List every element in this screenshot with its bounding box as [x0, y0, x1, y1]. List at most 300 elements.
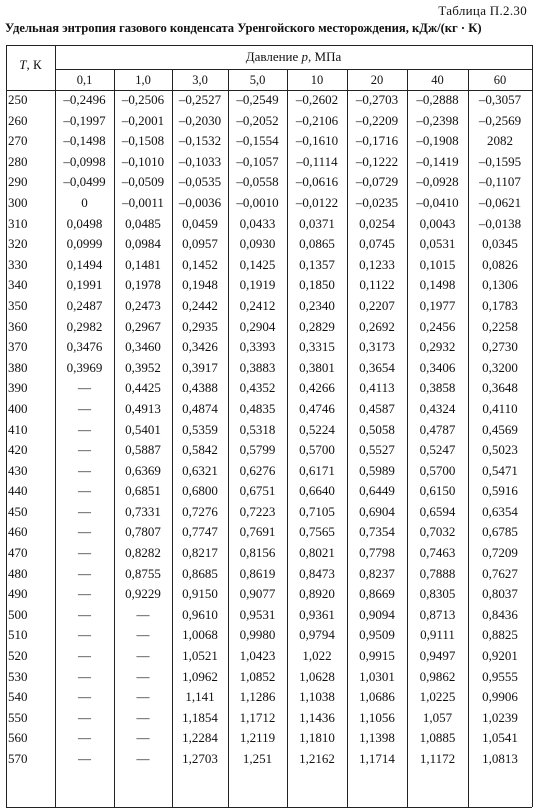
entropy-value-cell: 0,2730	[482, 339, 518, 355]
entropy-value-cell: 0,2904	[239, 318, 276, 334]
entropy-value-cell: –0,0998	[63, 153, 106, 169]
entropy-value-cell: 0,1357	[299, 256, 335, 272]
temperature-cell: 310	[8, 215, 28, 231]
entropy-value-cell: 0,0371	[299, 215, 335, 231]
pressure-column-header: 3,0	[192, 73, 208, 87]
entropy-value-cell: 0,1481	[125, 256, 161, 272]
entropy-value-cell: 0,8436	[482, 606, 518, 622]
entropy-value-cell: 1,0541	[482, 730, 518, 746]
entropy-value-cell: 0,3476	[66, 339, 103, 355]
entropy-value-cell: —	[78, 380, 91, 396]
entropy-value-cell: 0,9361	[299, 606, 335, 622]
entropy-value-cell: 0,2932	[419, 339, 456, 355]
entropy-value-cell: –0,0928	[416, 174, 459, 190]
entropy-value-cell: 0,9531	[239, 606, 276, 622]
entropy-value-cell: —	[136, 689, 150, 705]
entropy-value-cell: –0,0616	[295, 174, 339, 190]
entropy-value-cell: 0,8619	[239, 565, 276, 581]
entropy-value-cell: 0,5700	[299, 442, 335, 458]
entropy-value-cell: 0,6354	[482, 503, 518, 519]
table-row	[6, 173, 532, 194]
entropy-value-cell: 0,7331	[125, 503, 161, 519]
entropy-value-cell: 1,0885	[419, 730, 456, 746]
entropy-value-cell: 0,2982	[66, 318, 103, 334]
entropy-value-cell: 0,0745	[359, 236, 395, 252]
entropy-value-cell: –0,0535	[178, 174, 222, 190]
entropy-value-cell: 0,0999	[66, 236, 103, 252]
entropy-value-cell: 0,1015	[419, 256, 456, 272]
entropy-value-cell: 0,4388	[182, 380, 218, 396]
table-row	[6, 585, 532, 606]
entropy-value-cell: 0,7209	[482, 545, 518, 561]
entropy-value-cell: 0,7691	[239, 524, 276, 540]
entropy-value-cell: 0,6449	[359, 483, 395, 499]
entropy-value-cell: 1,1810	[299, 730, 335, 746]
entropy-value-cell: –0,2209	[355, 112, 399, 128]
temperature-cell: 550	[8, 709, 28, 725]
entropy-value-cell: —	[78, 586, 91, 602]
temperature-cell: 270	[8, 133, 28, 149]
entropy-value-cell: 0,4266	[299, 380, 335, 396]
entropy-value-cell: 0,4425	[125, 380, 161, 396]
temperature-cell: 490	[8, 586, 28, 602]
temperature-cell: 420	[8, 442, 28, 458]
temperature-cell: 570	[8, 751, 28, 766]
entropy-value-cell: —	[136, 751, 150, 766]
entropy-value-cell: 0,7463	[419, 545, 456, 561]
entropy-value-cell: –0,2001	[121, 112, 165, 128]
pressure-column-header: 5,0	[249, 73, 266, 87]
entropy-value-cell: 0,1233	[359, 256, 395, 272]
entropy-value-cell: 0,8473	[299, 565, 335, 581]
entropy-value-cell: 0,8282	[125, 545, 161, 561]
entropy-value-cell: –0,2602	[295, 92, 339, 107]
entropy-value-cell: 0,3173	[359, 339, 395, 355]
temperature-cell: 280	[8, 153, 28, 169]
entropy-value-cell: 0,4835	[239, 400, 276, 416]
entropy-value-cell: –0,1498	[63, 133, 106, 149]
entropy-value-cell: –0,2549	[236, 92, 279, 107]
entropy-value-cell: 1,0686	[359, 689, 395, 705]
temperature-cell: 330	[8, 256, 28, 272]
entropy-value-cell: 0,9794	[299, 627, 335, 643]
entropy-value-cell: 1,0068	[182, 627, 218, 643]
entropy-value-cell: –0,2030	[178, 112, 222, 128]
entropy-value-cell: 0,3406	[419, 359, 456, 375]
pressure-column-header: 40	[431, 73, 444, 87]
entropy-value-cell: —	[78, 503, 91, 519]
entropy-value-cell: 1,022	[302, 648, 332, 664]
temperature-cell: 460	[8, 524, 28, 540]
entropy-value-cell: —	[136, 668, 150, 684]
entropy-value-cell: 1,0962	[182, 668, 218, 684]
entropy-value-cell: 0,5887	[125, 442, 161, 458]
entropy-value-cell: 0,1122	[359, 277, 395, 293]
entropy-value-cell: 1,0225	[419, 689, 456, 705]
entropy-value-cell: 0,6751	[239, 483, 276, 499]
table-row	[6, 441, 532, 462]
entropy-value-cell: 0,5023	[482, 442, 518, 458]
entropy-value-cell: 0,8669	[359, 586, 395, 602]
top-rule	[6, 45, 532, 46]
temperature-cell: 500	[8, 606, 28, 622]
entropy-value-cell: 1,0852	[239, 668, 276, 684]
entropy-value-cell: —	[78, 545, 91, 561]
entropy-value-cell: 0,6904	[359, 503, 395, 519]
entropy-value-cell: 0,9229	[125, 586, 161, 602]
table-row	[6, 503, 532, 524]
entropy-value-cell: –0,0036	[178, 194, 222, 210]
pressure-column-header: 1,0	[135, 73, 151, 87]
entropy-value-cell: 0,5224	[299, 421, 335, 437]
pressure-column-header: 0,1	[76, 73, 93, 87]
table-row	[6, 91, 532, 112]
entropy-value-cell: 1,0239	[482, 709, 518, 725]
entropy-value-cell: –0,2506	[121, 92, 165, 107]
temperature-cell: 300	[8, 194, 28, 210]
entropy-value-cell: 0,3969	[66, 359, 103, 375]
entropy-value-cell: 0,7798	[359, 545, 395, 561]
table-row	[6, 462, 532, 483]
temperature-cell: 440	[8, 483, 28, 499]
entropy-value-cell: 0,9915	[359, 648, 395, 664]
entropy-value-cell: –0,1908	[416, 133, 459, 149]
entropy-value-cell: 1,2162	[299, 751, 335, 766]
temperature-cell: 480	[8, 565, 28, 581]
table-row	[6, 338, 532, 359]
entropy-value-cell: 1,2703	[182, 751, 218, 766]
table-row	[6, 626, 532, 647]
entropy-value-cell: 0,6640	[299, 483, 335, 499]
entropy-value-cell: 0,3393	[239, 339, 276, 355]
entropy-value-cell: 0,5471	[482, 462, 518, 478]
entropy-value-cell: –0,3057	[478, 92, 522, 107]
temperature-cell: 350	[8, 297, 28, 313]
entropy-value-cell: 0,0433	[239, 215, 276, 231]
entropy-value-cell: 0,6785	[482, 524, 518, 540]
entropy-value-cell: 0,9610	[182, 606, 218, 622]
entropy-value-cell: –0,2527	[178, 92, 222, 107]
entropy-value-cell: 0,9980	[239, 627, 276, 643]
entropy-value-cell: 0,0498	[66, 215, 103, 231]
entropy-value-cell: 0,2456	[419, 318, 456, 334]
entropy-value-cell: 0,6276	[239, 462, 276, 478]
entropy-value-cell: 0,5247	[419, 442, 456, 458]
temperature-cell: 450	[8, 503, 28, 519]
entropy-value-cell: 0,0957	[182, 236, 218, 252]
table-row	[6, 132, 532, 153]
entropy-value-cell: 1,1038	[299, 689, 335, 705]
entropy-value-cell: 1,1172	[419, 751, 456, 766]
temperature-cell: 560	[8, 730, 28, 746]
entropy-value-cell: —	[78, 689, 91, 705]
entropy-value-cell: 0,9077	[239, 586, 276, 602]
table-row	[6, 668, 532, 689]
entropy-value-cell: 0,4874	[182, 400, 218, 416]
entropy-value-cell: 0,0345	[482, 236, 518, 252]
entropy-value-cell: —	[136, 606, 150, 622]
pressure-column-header: 60	[493, 73, 507, 87]
entropy-value-cell: 0,8920	[299, 586, 335, 602]
entropy-value-cell: —	[78, 421, 91, 437]
entropy-value-cell: 0,2473	[125, 297, 161, 313]
pressure-column-header: 20	[370, 73, 384, 87]
entropy-value-cell: —	[78, 462, 91, 478]
entropy-value-cell: 0,9862	[419, 668, 456, 684]
entropy-value-cell: 1,2119	[239, 730, 276, 746]
entropy-value-cell: 0,9201	[482, 648, 518, 664]
entropy-value-cell: –0,1033	[178, 153, 222, 169]
pressure-symbol: p	[301, 49, 309, 64]
temperature-cell: 360	[8, 318, 28, 334]
entropy-value-cell: 0,9111	[420, 627, 455, 643]
entropy-value-cell: 0	[81, 194, 88, 210]
temperature-cell: 370	[8, 339, 28, 355]
entropy-value-cell: –0,2888	[416, 92, 459, 107]
entropy-value-cell: —	[78, 442, 91, 458]
entropy-value-cell: 0,0485	[125, 215, 161, 231]
entropy-value-cell: 0,0459	[182, 215, 218, 231]
entropy-value-cell: 0,3426	[182, 339, 218, 355]
entropy-value-cell: —	[78, 400, 91, 416]
entropy-value-cell: 0,3917	[182, 359, 218, 375]
entropy-value-cell: 0,1452	[182, 256, 218, 272]
temperature-cell: 290	[8, 174, 28, 190]
table-row	[6, 729, 532, 750]
entropy-value-cell: 1,1056	[359, 709, 395, 725]
entropy-value-cell: –0,0729	[355, 174, 399, 190]
entropy-value-cell: 0,9555	[482, 668, 518, 684]
entropy-value-cell: 0,7223	[239, 503, 276, 519]
entropy-value-cell: 0,9906	[482, 689, 518, 705]
table-row	[6, 647, 532, 668]
entropy-value-cell: 0,3654	[359, 359, 395, 375]
pressure-label: Давление	[245, 49, 302, 64]
temperature-cell: 390	[8, 380, 28, 396]
entropy-value-cell: 0,0865	[299, 236, 335, 252]
entropy-value-cell: 0,7105	[299, 503, 335, 519]
entropy-value-cell: –0,1716	[355, 133, 399, 149]
entropy-value-cell: 0,3952	[125, 359, 161, 375]
entropy-value-cell: 0,3801	[299, 359, 335, 375]
entropy-value-cell: 0,2487	[66, 297, 103, 313]
table-row	[6, 544, 532, 565]
entropy-value-cell: 0,1991	[66, 277, 103, 293]
entropy-value-cell: –0,0011	[122, 194, 164, 210]
table-row	[6, 318, 532, 339]
entropy-value-cell: —	[78, 668, 91, 684]
entropy-value-cell: 0,3460	[125, 339, 161, 355]
entropy-value-cell: 0,2829	[299, 318, 335, 334]
entropy-value-cell: 0,7747	[182, 524, 218, 540]
table-row	[6, 215, 532, 236]
entropy-value-cell: 0,4569	[482, 421, 518, 437]
entropy-value-cell: –0,2106	[295, 112, 339, 128]
table-row	[6, 256, 532, 277]
table-row	[6, 235, 532, 256]
entropy-value-cell: 0,4746	[299, 400, 335, 416]
table-row	[6, 194, 532, 215]
entropy-value-cell: 0,0531	[419, 236, 456, 252]
entropy-value-cell: 1,057	[422, 709, 453, 725]
entropy-value-cell: 0,8217	[182, 545, 218, 561]
table-row	[6, 750, 532, 771]
entropy-value-cell: —	[78, 483, 91, 499]
entropy-value-cell: 0,8755	[125, 565, 161, 581]
table-row	[6, 688, 532, 709]
entropy-value-cell: 0,5989	[359, 462, 395, 478]
entropy-value-cell: –0,0122	[295, 194, 339, 210]
entropy-value-cell: 1,1398	[359, 730, 395, 746]
entropy-value-cell: 0,1494	[66, 256, 103, 272]
entropy-value-cell: 0,5916	[482, 483, 518, 499]
entropy-value-cell: —	[78, 606, 91, 622]
pressure-header-rule	[55, 69, 532, 70]
entropy-value-cell: 1,0301	[359, 668, 395, 684]
entropy-value-cell: 0,4113	[359, 380, 395, 396]
entropy-value-cell: 1,141	[185, 689, 215, 705]
entropy-value-cell: 0,1850	[299, 277, 335, 293]
entropy-value-cell: 0,9509	[359, 627, 395, 643]
entropy-value-cell: 0,9497	[419, 648, 456, 664]
entropy-value-cell: 1,251	[242, 751, 273, 766]
entropy-value-cell: 0,6321	[182, 462, 218, 478]
entropy-value-cell: 0,9094	[359, 606, 395, 622]
temperature-cell: 400	[8, 400, 28, 416]
entropy-value-cell: –0,1554	[236, 133, 279, 149]
table-row	[6, 379, 532, 400]
entropy-value-cell: —	[136, 709, 150, 725]
pressure-unit: , МПа	[308, 49, 342, 64]
entropy-value-cell: 2082	[487, 133, 513, 149]
table-row	[6, 709, 532, 730]
temperature-cell: 260	[8, 112, 28, 128]
entropy-value-cell: 0,7627	[482, 565, 518, 581]
entropy-value-cell: –0,2703	[355, 92, 399, 107]
entropy-value-cell: —	[136, 627, 150, 643]
table-row	[6, 112, 532, 133]
entropy-value-cell: 0,1498	[419, 277, 456, 293]
entropy-value-cell: 0,5058	[359, 421, 395, 437]
entropy-value-cell: 0,1306	[482, 277, 518, 293]
entropy-value-cell: 0,4110	[482, 400, 518, 416]
table-body	[6, 91, 532, 771]
entropy-value-cell: 0,5318	[239, 421, 276, 437]
entropy-value-cell: –0,1222	[355, 153, 399, 169]
temperature-cell: 320	[8, 236, 28, 252]
entropy-value-cell: 0,2967	[125, 318, 161, 334]
entropy-value-cell: –0,1595	[478, 153, 522, 169]
temperature-cell: 470	[8, 545, 28, 561]
temperature-cell: 380	[8, 359, 28, 375]
entropy-value-cell: 1,1436	[299, 709, 335, 725]
entropy-value-cell: –0,2496	[63, 92, 106, 107]
temperature-cell: 530	[8, 668, 28, 684]
entropy-value-cell: 0,3315	[299, 339, 335, 355]
entropy-value-cell: –0,2569	[478, 112, 522, 128]
entropy-value-cell: —	[78, 709, 91, 725]
entropy-value-cell: –0,0235	[355, 194, 399, 210]
entropy-value-cell: 0,8825	[482, 627, 518, 643]
entropy-value-cell: 0,2412	[239, 297, 276, 313]
table-row	[6, 565, 532, 586]
table-row	[6, 421, 532, 442]
entropy-value-cell: 0,6594	[419, 503, 456, 519]
entropy-value-cell: 1,1286	[239, 689, 276, 705]
entropy-value-cell: 0,1978	[125, 277, 161, 293]
entropy-value-cell: –0,0410	[416, 194, 459, 210]
entropy-value-cell: 0,2258	[482, 318, 518, 334]
entropy-value-cell: –0,1107	[479, 174, 521, 190]
entropy-value-cell: —	[78, 730, 91, 746]
entropy-value-cell: –0,1114	[296, 153, 338, 169]
temperature-cell: 250	[8, 92, 28, 107]
table-row	[6, 606, 532, 627]
entropy-value-cell: 0,7276	[182, 503, 218, 519]
entropy-value-cell: 0,3858	[419, 380, 456, 396]
table-row	[6, 482, 532, 503]
table-row	[6, 400, 532, 421]
entropy-value-cell: 0,2692	[359, 318, 395, 334]
entropy-value-cell: 0,5401	[125, 421, 161, 437]
entropy-value-cell: —	[136, 648, 150, 664]
table-row	[6, 153, 532, 174]
temperature-header	[6, 57, 55, 73]
entropy-value-cell: 1,1712	[239, 709, 276, 725]
entropy-value-cell: 0,2442	[182, 297, 218, 313]
bottom-rule	[6, 807, 532, 808]
entropy-value-cell: –0,0499	[63, 174, 106, 190]
table-row	[6, 276, 532, 297]
temperature-cell: 540	[8, 689, 28, 705]
entropy-value-cell: 0,6171	[299, 462, 335, 478]
entropy-value-cell: –0,0621	[478, 194, 522, 210]
entropy-value-cell: 0,6150	[419, 483, 456, 499]
entropy-value-cell: 0,8713	[419, 606, 456, 622]
temperature-cell: 340	[8, 277, 28, 293]
temperature-cell: 430	[8, 462, 28, 478]
entropy-value-cell: —	[78, 648, 91, 664]
entropy-value-cell: —	[78, 565, 91, 581]
entropy-value-cell: 1,0423	[239, 648, 276, 664]
entropy-value-cell: 0,4913	[125, 400, 161, 416]
table-row	[6, 297, 532, 318]
entropy-value-cell: 0,3648	[482, 380, 518, 396]
entropy-value-cell: –0,2398	[416, 112, 459, 128]
entropy-value-cell: 0,0826	[482, 256, 518, 272]
entropy-value-cell: 0,1919	[239, 277, 276, 293]
entropy-value-cell: –0,1610	[295, 133, 339, 149]
entropy-value-cell: 1,2284	[182, 730, 218, 746]
entropy-value-cell: –0,1057	[236, 153, 279, 169]
pressure-column-header: 10	[310, 73, 324, 87]
entropy-value-cell: —	[78, 524, 91, 540]
entropy-value-cell: 0,0043	[419, 215, 456, 231]
temperature-cell: 510	[8, 627, 28, 643]
entropy-value-cell: 0,0984	[125, 236, 161, 252]
entropy-value-cell: 0,8305	[419, 586, 456, 602]
entropy-value-cell: 0,7565	[299, 524, 335, 540]
entropy-value-cell: –0,1997	[63, 112, 106, 128]
entropy-value-cell: 0,3200	[482, 359, 518, 375]
entropy-value-cell: 0,2207	[359, 297, 395, 313]
entropy-value-cell: 0,0930	[239, 236, 276, 252]
entropy-value-cell: 0,2340	[299, 297, 335, 313]
entropy-value-cell: —	[136, 730, 150, 746]
table-number: Таблица П.2.30	[438, 3, 527, 18]
entropy-value-cell: 0,4352	[239, 380, 276, 396]
entropy-value-cell: 0,7807	[125, 524, 161, 540]
